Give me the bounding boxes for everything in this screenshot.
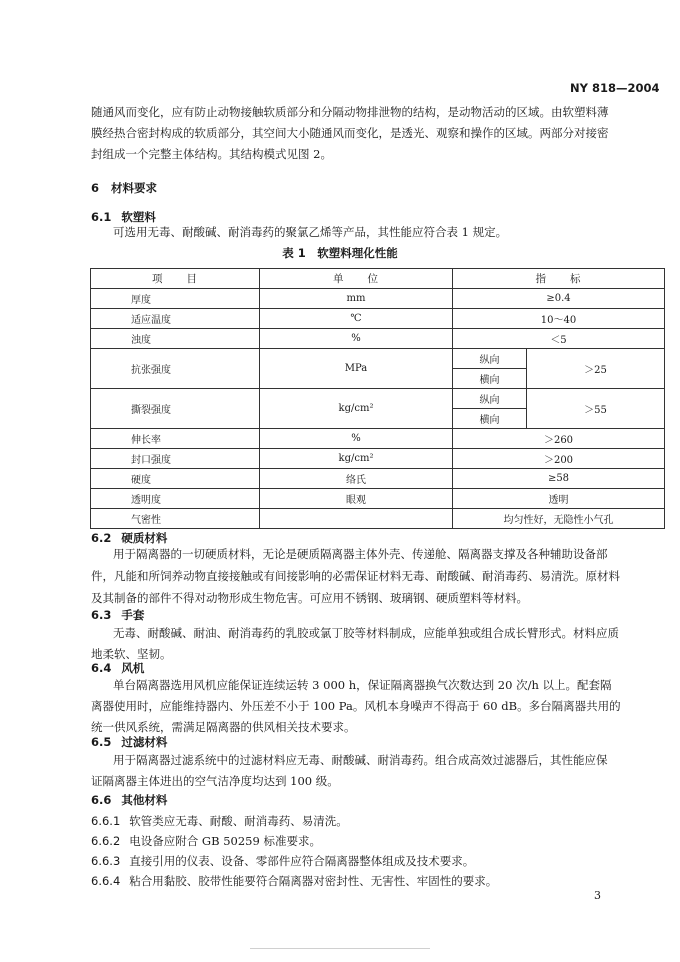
row-item: 厚度 bbox=[91, 289, 260, 309]
row-unit: % bbox=[260, 329, 453, 349]
section-6-6-heading bbox=[91, 792, 167, 808]
section-6-5-line-2: 证隔离器主体进出的空气洁净度均达到 100 级。 bbox=[91, 774, 339, 788]
item-number: 6.6.2 bbox=[91, 834, 121, 848]
row-item: 抗张强度 bbox=[91, 349, 260, 389]
list-item bbox=[91, 833, 321, 849]
intro-line-1: 随通风而变化，应有防止动物接触软质部分和分隔动物排泄物的结构，是动物活动的区域。由软塑料薄 bbox=[91, 105, 609, 119]
row-unit: kg/cm² bbox=[260, 449, 453, 469]
row-value: 均匀性好，无隐性小气孔 bbox=[453, 509, 665, 529]
row-sub-transverse: 横向 bbox=[453, 369, 527, 389]
row-value: ＜5 bbox=[453, 329, 665, 349]
row-unit: ℃ bbox=[260, 309, 453, 329]
section-title: 软塑料 bbox=[121, 210, 156, 224]
page-number: 3 bbox=[594, 889, 601, 902]
row-item: 伸长率 bbox=[91, 429, 260, 449]
section-6-1-heading bbox=[91, 209, 156, 225]
section-6-5-line-1: 用于隔离器过滤系统中的过滤材料应无毒、耐酸碱、耐消毒药。组合成高效过滤器后，其性能应保 bbox=[113, 753, 608, 767]
table-row bbox=[91, 449, 665, 469]
section-title: 材料要求 bbox=[111, 181, 158, 195]
list-item bbox=[91, 873, 497, 889]
row-value: 透明 bbox=[453, 489, 665, 509]
row-value: ＞260 bbox=[453, 429, 665, 449]
section-number: 6 bbox=[91, 181, 100, 195]
item-number: 6.6.3 bbox=[91, 854, 121, 868]
row-value: ≥0.4 bbox=[453, 289, 665, 309]
item-text: 粘合用黏胶、胶带性能要符合隔离器对密封性、无害性、牢固性的要求。 bbox=[129, 874, 498, 888]
row-value: ≥58 bbox=[453, 469, 665, 489]
row-item: 封口强度 bbox=[91, 449, 260, 469]
section-title: 过滤材料 bbox=[121, 735, 168, 749]
row-item: 透明度 bbox=[91, 489, 260, 509]
row-unit: 眼观 bbox=[260, 489, 453, 509]
standard-code: NY 818—2004 bbox=[570, 81, 660, 95]
section-number: 6.4 bbox=[91, 661, 112, 675]
section-6-4-line-2: 离器使用时，应能维持器内、外压差不小于 100 Pa。风机本身噪声不得高于 60 dB。多台隔离器共用的 bbox=[91, 699, 621, 713]
item-text: 电设备应附合 GB 50259 标准要求。 bbox=[129, 834, 321, 848]
table-caption: 表 1 软塑料理化性能 bbox=[282, 246, 398, 260]
row-value: 10～40 bbox=[453, 309, 665, 329]
row-item: 撕裂强度 bbox=[91, 389, 260, 429]
section-6-5-heading bbox=[91, 734, 167, 750]
soft-plastic-properties-table bbox=[90, 268, 665, 529]
section-title: 硬质材料 bbox=[121, 531, 168, 545]
item-text: 直接引用的仪表、设备、零部件应符合隔离器整体组成及技术要求。 bbox=[129, 854, 475, 868]
row-unit bbox=[260, 509, 453, 529]
row-unit: % bbox=[260, 429, 453, 449]
table-row bbox=[91, 329, 665, 349]
table-row bbox=[91, 309, 665, 329]
table-row bbox=[91, 389, 665, 409]
row-sub-longitudinal: 纵向 bbox=[453, 349, 527, 369]
section-number: 6.2 bbox=[91, 531, 112, 545]
row-value: ＞25 bbox=[527, 349, 665, 389]
table-row bbox=[91, 489, 665, 509]
row-unit: kg/cm² bbox=[260, 389, 453, 429]
row-unit: MPa bbox=[260, 349, 453, 389]
footer-rule bbox=[250, 948, 430, 949]
row-unit: 络氏 bbox=[260, 469, 453, 489]
table-row bbox=[91, 289, 665, 309]
row-item: 气密性 bbox=[91, 509, 260, 529]
item-text: 软管类应无毒、耐酸、耐消毒药、易清洗。 bbox=[129, 814, 348, 828]
row-value: ＞55 bbox=[527, 389, 665, 429]
section-6-2-line-3: 及其制备的部件不得对动物形成生物危害。可应用不锈钢、玻璃钢、硬质塑料等材料。 bbox=[91, 591, 528, 605]
section-number: 6.1 bbox=[91, 210, 112, 224]
list-item bbox=[91, 853, 474, 869]
row-sub-transverse: 横向 bbox=[453, 409, 527, 429]
section-6-3-line-1: 无毒、耐酸碱、耐油、耐消毒药的乳胶或氯丁胶等材料制成，应能单独或组合成长臂形式。材料应质 bbox=[113, 626, 619, 640]
row-value: ＞200 bbox=[453, 449, 665, 469]
row-unit: mm bbox=[260, 289, 453, 309]
table-header-row bbox=[91, 269, 665, 289]
section-6-4-line-1: 单台隔离器选用风机应能保证连续运转 3 000 h，保证隔离器换气次数达到 20 次/h 以上。配套隔 bbox=[113, 678, 612, 692]
section-6-2-line-2: 件，凡能和所饲养动物直接接触或有间接影响的必需保证材料无毒、耐酸碱、耐消毒药、易清洗。原材料 bbox=[91, 569, 620, 583]
table-row bbox=[91, 349, 665, 369]
row-item: 适应温度 bbox=[91, 309, 260, 329]
section-6-4-line-3: 统一供风系统，需满足隔离器的供风相关技术要求。 bbox=[91, 720, 356, 734]
table-row bbox=[91, 469, 665, 489]
intro-line-3: 封组成一个完整主体结构。其结构模式见图 2。 bbox=[91, 147, 332, 161]
section-number: 6.6 bbox=[91, 793, 112, 807]
table-row bbox=[91, 429, 665, 449]
section-6-4-heading bbox=[91, 660, 144, 676]
item-number: 6.6.1 bbox=[91, 814, 121, 828]
intro-line-2: 膜经热合密封构成的软质部分，其空间大小随通风而变化，是透光、观察和操作的区域。两部分对接密 bbox=[91, 126, 609, 140]
section-title: 手套 bbox=[121, 608, 145, 622]
section-6-heading bbox=[91, 180, 157, 196]
header-value: 指 标 bbox=[453, 269, 665, 289]
header-item: 项 目 bbox=[91, 269, 260, 289]
section-6-2-heading bbox=[91, 530, 167, 546]
list-item bbox=[91, 813, 348, 829]
header-unit: 单 位 bbox=[260, 269, 453, 289]
section-6-3-line-2: 地柔软、坚韧。 bbox=[91, 647, 172, 661]
section-6-1-text: 可选用无毒、耐酸碱、耐消毒药的聚氯乙烯等产品，其性能应符合表 1 规定。 bbox=[113, 225, 508, 239]
table-row bbox=[91, 509, 665, 529]
row-item: 浊度 bbox=[91, 329, 260, 349]
section-number: 6.3 bbox=[91, 608, 112, 622]
section-title: 其他材料 bbox=[121, 793, 168, 807]
section-number: 6.5 bbox=[91, 735, 112, 749]
row-sub-longitudinal: 纵向 bbox=[453, 389, 527, 409]
section-6-3-heading bbox=[91, 607, 144, 623]
section-title: 风机 bbox=[121, 661, 145, 675]
row-item: 硬度 bbox=[91, 469, 260, 489]
item-number: 6.6.4 bbox=[91, 874, 121, 888]
section-6-2-line-1: 用于隔离器的一切硬质材料，无论是硬质隔离器主体外壳、传递舱、隔离器支撑及各种辅助设备部 bbox=[113, 547, 608, 561]
